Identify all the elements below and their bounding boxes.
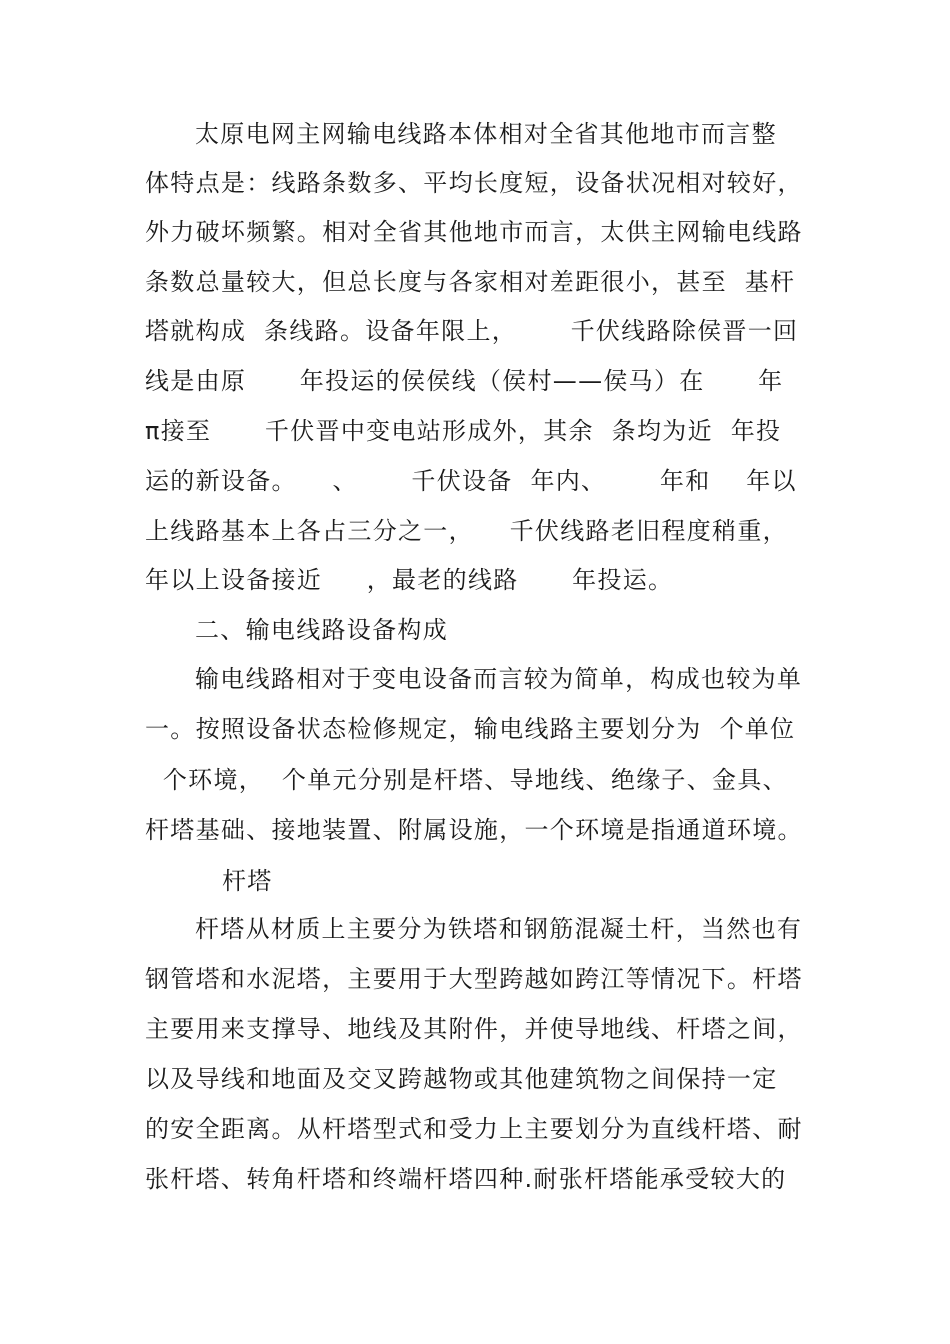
paragraph-line: π接至 千伏晋中变电站形成外，其余 条均为近 年投 — [145, 417, 782, 445]
paragraph-line: 钢管塔和水泥塔，主要用于大型跨越如跨江等情况下。杆塔 — [145, 965, 803, 993]
paragraph-line: 外力破坏频繁。相对全省其他地市而言，太供主网输电线路 — [145, 218, 803, 246]
paragraph-line: 张杆塔、转角杆塔和终端杆塔四种.耐张杆塔能承受较大的 — [145, 1165, 787, 1193]
paragraph-line: 塔就构成 条线路。设备年限上， 千伏线路除侯晋一回 — [145, 317, 799, 345]
subsection-heading: 杆塔 — [222, 867, 273, 895]
paragraph-line: 运的新设备。 、 千伏设备 年内、 年和 年以 — [145, 467, 797, 495]
paragraph-line: 条数总量较大，但总长度与各家相对差距很小，甚至 基杆 — [145, 268, 796, 296]
paragraph-line: 太原电网主网输电线路本体相对全省其他地市而言整 — [195, 120, 777, 148]
paragraph-line: 杆塔从材质上主要分为铁塔和钢筋混凝土杆，当然也有 — [195, 915, 803, 943]
paragraph-line: 个环境， 个单元分别是杆塔、导地线、绝缘子、金具、 — [145, 766, 788, 794]
section-heading: 二、输电线路设备构成 — [195, 616, 448, 644]
paragraph-line: 输电线路相对于变电设备而言较为简单，构成也较为单 — [195, 665, 803, 693]
paragraph-line: 的安全距离。从杆塔型式和受力上主要划分为直线杆塔、耐 — [145, 1115, 803, 1143]
paragraph-line: 上线路基本上各占三分之一， 千伏线路老旧程度稍重， — [145, 517, 788, 545]
paragraph-line: 杆塔基础、接地装置、附属设施，一个环境是指通道环境。 — [145, 816, 803, 844]
paragraph-line: 主要用来支撑导、地线及其附件，并使导地线、杆塔之间， — [145, 1015, 803, 1043]
paragraph-line: 年以上设备接近 ，最老的线路 年投运。 — [145, 566, 674, 594]
paragraph-line: 体特点是：线路条数多、平均长度短，设备状况相对较好， — [145, 169, 803, 197]
paragraph-line: 以及导线和地面及交叉跨越物或其他建筑物之间保持一定 — [145, 1065, 778, 1093]
paragraph-line: 线是由原 年投运的侯侯线（侯村——侯马）在 年 — [145, 367, 784, 395]
paragraph-line: 一。按照设备状态检修规定，输电线路主要划分为 个单位 — [145, 715, 796, 743]
